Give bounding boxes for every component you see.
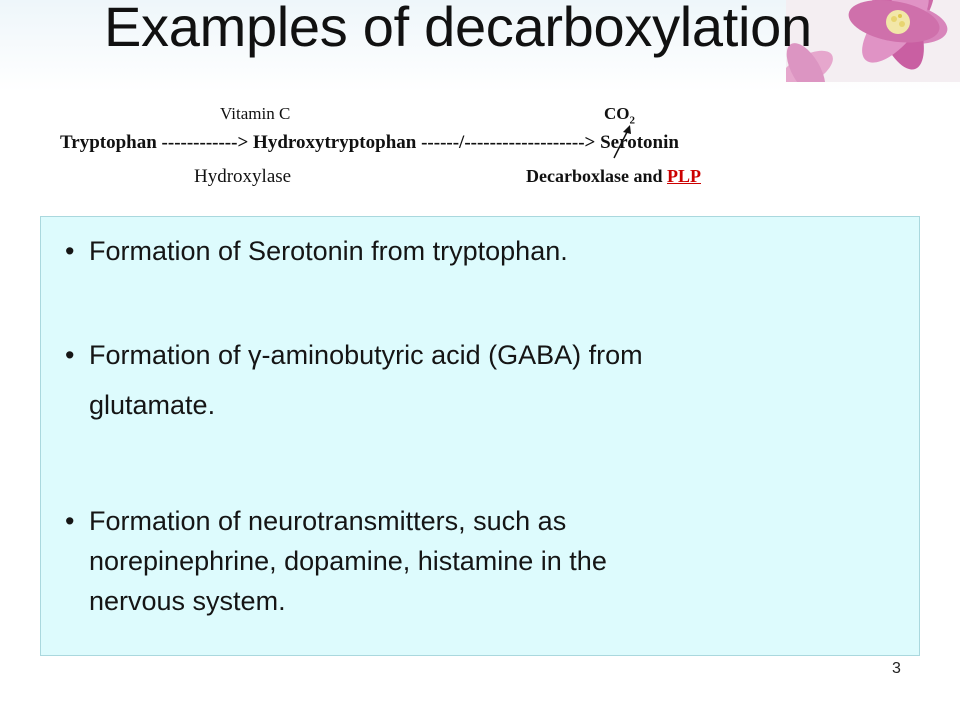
- bullet-text: norepinephrine, dopamine, histamine in the: [89, 546, 607, 576]
- slide-title: Examples of decarboxylation: [104, 0, 812, 58]
- flower-image: [786, 0, 960, 82]
- co2-text: CO: [604, 104, 630, 123]
- bullet-text: Formation of Serotonin from tryptophan.: [89, 236, 568, 266]
- bullet-text: nervous system.: [89, 586, 286, 616]
- bullet-text: Formation of γ-aminobutyric acid (GABA) from: [89, 340, 643, 370]
- bullet-dot: •: [65, 340, 75, 370]
- content-box: [40, 216, 920, 656]
- bullet-text: Formation of neurotransmitters, such as: [89, 506, 567, 536]
- pathway-chain: Tryptophan ------------> Hydroxytryptophan ------/-------------------> Serotonin: [60, 132, 679, 153]
- bullet-dot: •: [65, 236, 75, 266]
- page-number: 3: [892, 660, 901, 677]
- decarboxylase-text: Decarboxlase and: [526, 166, 663, 186]
- hydroxylase-label: Hydroxylase: [194, 166, 292, 187]
- bullet-dot: •: [65, 506, 75, 536]
- decarboxylase-label: [526, 166, 701, 187]
- plp-cofactor: PLP: [667, 166, 701, 186]
- bullet-text: glutamate.: [89, 390, 216, 420]
- vitamin-c-label: Vitamin C: [220, 104, 291, 123]
- co2-subscript: 2: [629, 114, 635, 127]
